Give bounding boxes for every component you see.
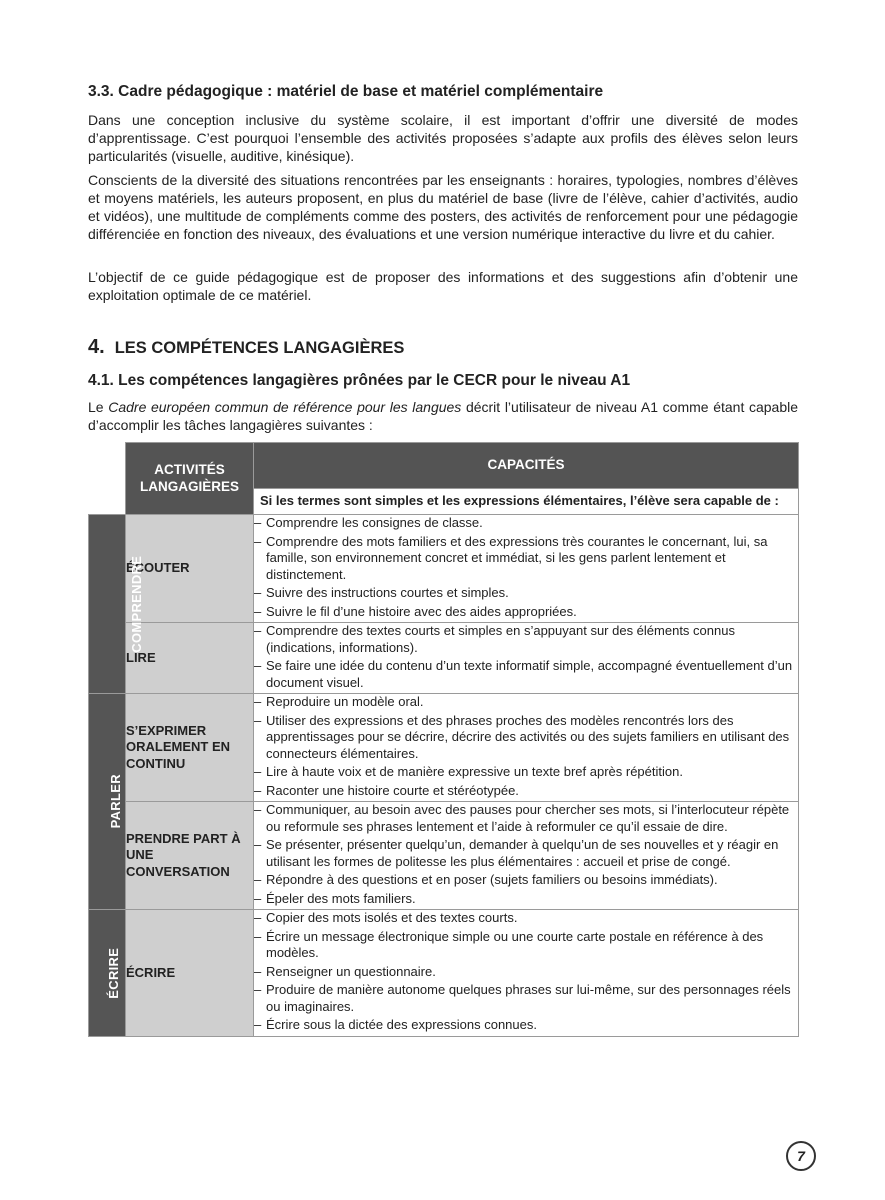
capacity-item: – Comprendre des textes courts et simples en s’appuyant sur des éléments connus (indications, informations). [254,623,798,656]
capacity-item: – Épeler des mots familiers. [254,891,798,908]
capacity-item: – Produire de manière autonome quelques phrases sur lui-même, sur des personnages réels ou imaginaires. [254,982,798,1015]
intro-text-italic: Cadre européen commun de référence pour les langues [108,399,462,415]
capacities-cell [254,623,799,694]
capacity-item: – Écrire un message électronique simple ou une courte carte postale en référence à des modèles. [254,929,798,962]
capacity-item: – Renseigner un questionnaire. [254,964,798,981]
capacities-cell [254,802,799,910]
competences-table [88,442,799,1037]
section-4-title: LES COMPÉTENCES LANGAGIÈRES [114,339,405,357]
capacity-item: – Suivre des instructions courtes et simples. [254,585,798,602]
capacity-item: – Reproduire un modèle oral. [254,694,798,711]
section-4-heading [88,336,404,359]
activity-label: PRENDRE PART À UNE CONVERSATION [126,802,254,910]
group-label-parler: PARLER [89,694,126,910]
header-activities: ACTIVITÉS LANGAGIÈRES [126,443,254,515]
section-4-1-intro [88,398,798,434]
capacity-item: – Copier des mots isolés et des textes courts. [254,910,798,927]
activity-label: LIRE [126,623,254,694]
section-4-1-title: 4.1. Les compétences langagières prônées par le CECR pour le niveau A1 [88,372,631,389]
capacity-item: – Comprendre des mots familiers et des expressions très courantes le concernant, lui, sa famille, son environnement concret et immédiat, si les gens parlent lentement et distinctement. [254,534,798,584]
capacities-cell [254,694,799,802]
table-row [89,694,799,802]
header-subtitle: Si les termes sont simples et les expressions élémentaires, l’élève sera capable de : [254,489,799,515]
activity-label: ÉCOUTER [126,515,254,623]
capacity-item: – Raconter une histoire courte et stéréotypée. [254,783,798,800]
section-3-3-paragraph-3: L’objectif de ce guide pédagogique est de proposer des informations et des suggestions afin d’obtenir une exploitation optimale de ce matériel. [88,269,798,303]
group-label-comprendre: COMPRENDRE [89,515,126,694]
section-4-number: 4. [88,336,105,358]
table-row [89,910,799,1037]
capacity-item: – Lire à haute voix et de manière expressive un texte bref après répétition. [254,764,798,781]
capacity-item: – Communiquer, au besoin avec des pauses pour chercher ses mots, si l’interlocuteur répète ou reformule ses phrases lentement et l’aide à reformuler ce qu’il essaie de dire. [254,802,798,835]
capacity-item: – Suivre le fil d’une histoire avec des aides appropriées. [254,604,798,621]
group-label-ecrire: ÉCRIRE [89,910,126,1037]
capacities-cell [254,910,799,1037]
section-3-3-paragraph-1: Dans une conception inclusive du système scolaire, il est important d’offrir une diversité de modes d’apprentissage. C’est pourquoi l’ensemble des activités proposées s’adapte aux profils des élèves selon leurs particularités (visuelle, auditive, kinésique). [88,112,798,164]
intro-text-after: décrit l’utilisateur de niveau A1 comme étant capable d’accomplir les tâches langagières suivantes : [88,399,799,433]
page-number: 7 [786,1141,816,1171]
capacity-item: – Se présenter, présenter quelqu’un, demander à quelqu’un de ses nouvelles et y réagir en utilisant les formes de politesse les plus élémentaires : accueil et prise de congé. [254,837,798,870]
table-corner [89,443,126,515]
capacity-item: – Écrire sous la dictée des expressions connues. [254,1017,798,1034]
table-row [89,623,799,694]
activity-label: ÉCRIRE [126,910,254,1037]
capacity-item: – Répondre à des questions et en poser (sujets familiers ou besoins immédiats). [254,872,798,889]
intro-text-before: Le [88,399,109,415]
header-capacities: CAPACITÉS [254,443,799,489]
capacities-cell [254,515,799,623]
table-row [89,802,799,910]
table-header-row [89,443,799,489]
section-3-3-title: 3.3. Cadre pédagogique : matériel de base et matériel complémentaire [88,83,604,100]
capacity-item: – Comprendre les consignes de classe. [254,515,798,532]
activity-label: S’EXPRIMER ORALEMENT EN CONTINU [126,694,254,802]
capacity-item: – Utiliser des expressions et des phrases proches des modèles rencontrés lors des apprentissages pour se décrire, décrire des activités ou des sujets familiers en utilisant des connecteurs élémentaires. [254,713,798,763]
capacity-item: – Se faire une idée du contenu d’un texte informatif simple, accompagné éventuellement d’un document visuel. [254,658,798,691]
section-3-3-paragraph-2: Conscients de la diversité des situations rencontrées par les enseignants : horaires, typologies, nombres d’élèves et moyens matériels, les auteurs proposent, en plus du matériel de base (livre de l’élève, cahier d’activités, audio et vidéos), une multitude de compléments comme des posters, des activités de renforcement pour une pédagogie différenciée en fonction des niveaux, des évaluations et une version numérique interactive du livre et du cahier. [88,172,798,242]
table-row [89,515,799,623]
